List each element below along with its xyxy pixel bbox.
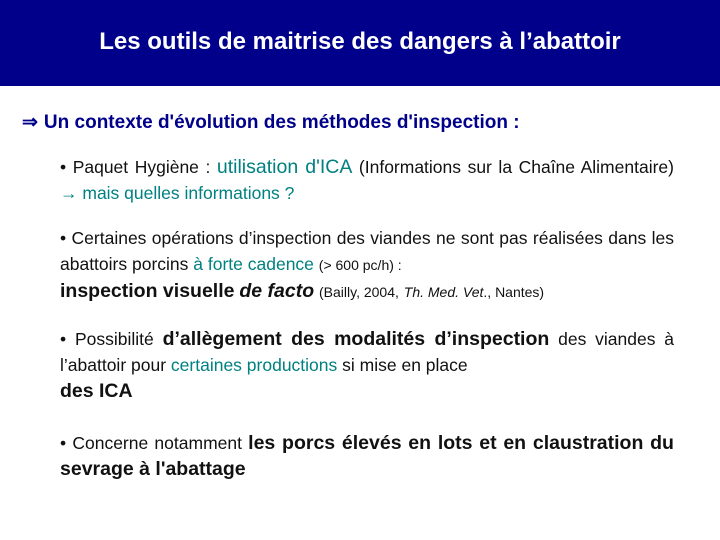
bullet-icon: • [60,329,67,349]
b2-text-1: Certaines opérations d’inspection des viandes ne sont pas réalisées dans les abattoirs porcins [60,228,674,274]
b4-text-1: Concerne notamment [72,433,242,453]
bullet-paragraph-2 [60,225,674,305]
implies-arrow-icon: ⇒ [22,112,38,133]
bullet-icon: • [60,157,67,177]
b3-text-4: certaines productions [170,355,338,375]
b2-text-6: (Bailly, 2004, [319,284,399,300]
b2-text-5: de facto [239,280,315,302]
b1-text-4: → mais quelles informations ? [60,183,295,203]
bullet-icon: • [60,433,67,453]
b2-text-2: à forte cadence [193,254,314,274]
b1-text-3: (Informations sur la Chaîne Alimentaire) [358,157,674,177]
section-heading-text: Un contexte d'évolution des méthodes d'inspection : [43,112,520,133]
b3-text-6: des ICA [60,380,133,402]
bullet-paragraph-1 [60,154,674,206]
b4-text-2: les porcs élevés en lots et en claustration du sevrage à l'abattage [60,432,674,480]
section-heading [22,111,520,134]
bullet-paragraph-4 [60,430,674,482]
b2-text-8: ., Nantes) [483,284,545,300]
b2-text-4: inspection visuelle [60,280,235,302]
bullet-paragraph-3 [60,326,674,404]
b3-text-3: des viandes à l’abattoir pour [60,329,674,375]
b2-text-3: (> 600 pc/h) : [318,257,402,273]
b3-text-5: si mise en place [342,355,468,375]
b2-text-7: Th. Med. Vet [403,284,484,300]
b1-text-1: Paquet Hygiène : [72,157,211,177]
b3-text-2: d’allègement des modalités d’inspection [162,328,550,350]
bullet-icon: • [60,228,67,248]
slide-title: Les outils de maitrise des dangers à l’abattoir [99,28,621,55]
b1-text-2: utilisation d'ICA [216,156,353,178]
b3-text-1: Possibilité [74,329,154,349]
